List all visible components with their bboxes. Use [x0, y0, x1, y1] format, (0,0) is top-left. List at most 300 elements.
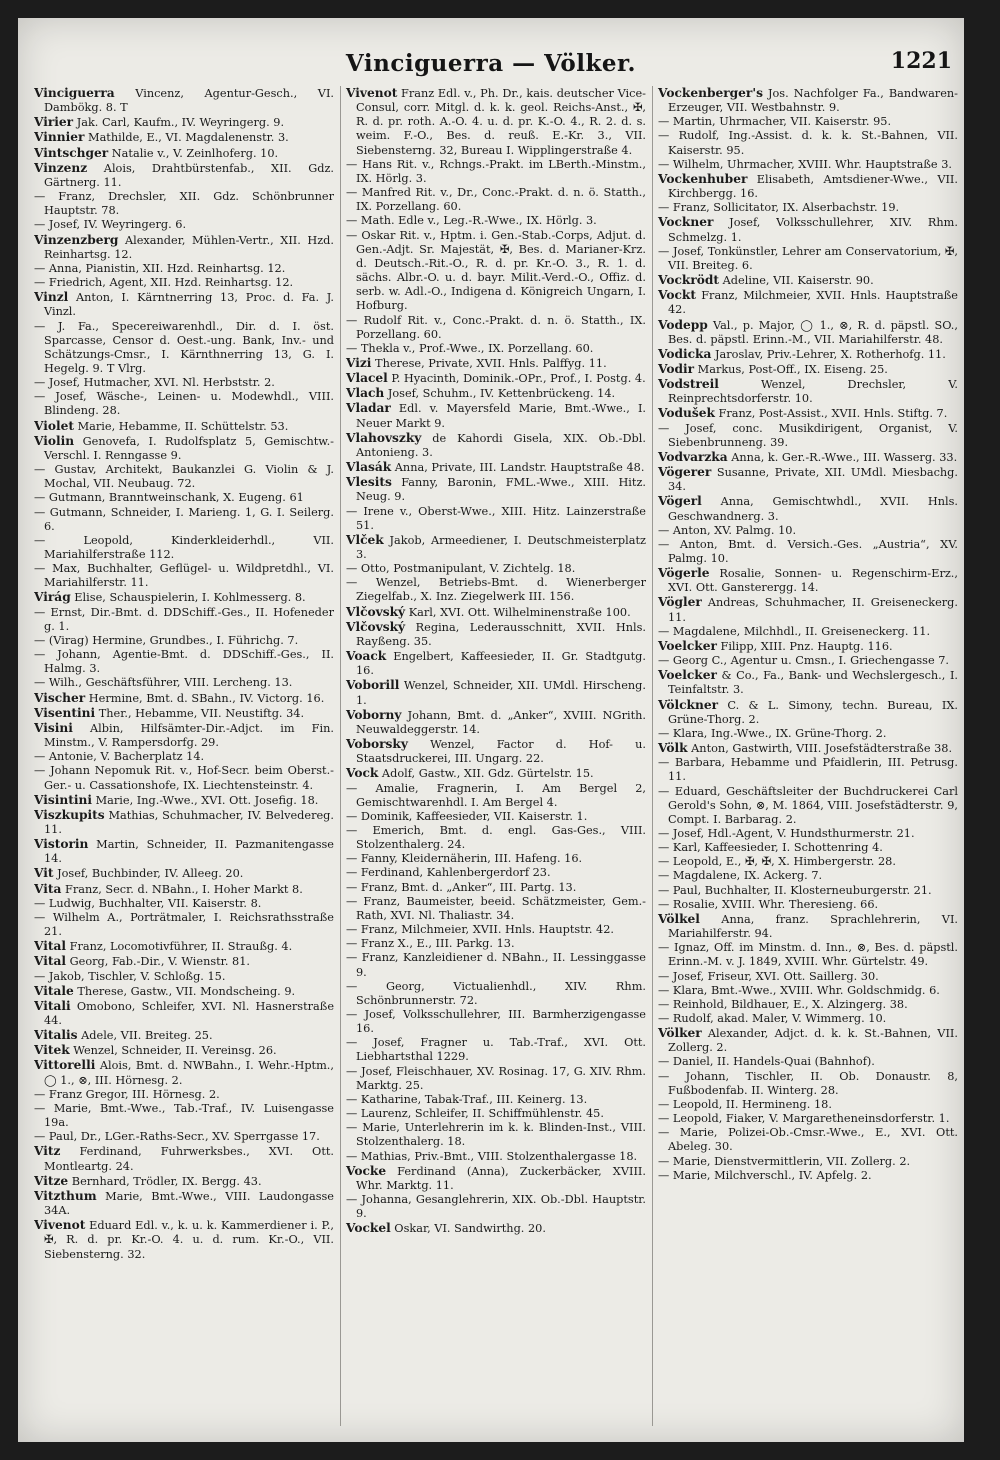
directory-entry: [658, 524, 958, 538]
entry-details: — Marie, Unterlehrerin im k. k. Blinden-Inst., VIII. Stolzenthalerg. 18.: [346, 1121, 646, 1149]
entry-surname: Vockner: [658, 215, 714, 230]
entry-details: Elisabeth, Amtsdiener-Wwe., VII. Kirchbergg. 16.: [668, 172, 958, 201]
entry-details: Adolf, Gastw., XII. Gdz. Gürtelstr. 15.: [378, 767, 594, 781]
entry-surname: Vodicka: [658, 346, 712, 361]
directory-entry: [346, 186, 646, 214]
entry-details: — Ludwig, Buchhalter, VII. Kaiserstr. 8.: [34, 896, 262, 910]
directory-entry: [346, 824, 646, 852]
entry-details: — Rudolf, Ing.-Assist. d. k. k. St.-Bahnen, VII. Kaiserstr. 95.: [658, 129, 958, 157]
directory-entry: [658, 465, 958, 494]
entry-details: — Mathias, Priv.-Bmt., VIII. Stolzenthalergasse 18.: [346, 1149, 638, 1163]
entry-details: Val., p. Major, ◯ 1., ⊗, R. d. päpstl. SO., Bes. d. päpstl. Erinn.-M., VII. Mariahilferstr. 48.: [668, 318, 958, 346]
entry-surname: Voborny: [346, 707, 402, 722]
directory-entry: [346, 229, 646, 314]
entry-details: Ferdinand (Anna), Zuckerbäcker, XVIII. Whr. Marktg. 11.: [356, 1164, 646, 1192]
directory-entry: [34, 866, 334, 881]
entry-details: Mathias, Schuhmacher, IV. Belvedereg. 11.: [44, 808, 334, 836]
entry-details: — (Virag) Hermine, Grundbes., I. Führichg. 7.: [34, 633, 299, 647]
entry-surname: Vladar: [346, 401, 391, 416]
directory-entry: [34, 808, 334, 837]
directory-entry: [34, 648, 334, 676]
entry-details: Vincenz, Agentur-Gesch., VI. Dambökg. 8. T: [44, 87, 334, 115]
entry-details: — Klara, Bmt.-Wwe., XVIII. Whr. Goldschmidg. 6.: [658, 983, 940, 997]
directory-entry: [34, 984, 334, 999]
entry-surname: Vintschger: [34, 145, 109, 160]
entry-details: — Magdalene, Milchhdl., II. Greiseneckerg. 11.: [658, 624, 931, 638]
directory-entry: [34, 290, 334, 319]
directory-entry: [34, 999, 334, 1028]
entry-details: Jos. Nachfolger Fa., Bandwaren-Erzeuger, VII. Westbahnstr. 9.: [668, 87, 958, 115]
directory-entry: [34, 721, 334, 750]
directory-entry: [346, 1193, 646, 1221]
directory-entry: [658, 215, 958, 244]
entry-details: — Max, Buchhalter, Geflügel- u. Wildpretdhl., VI. Mariahilferstr. 11.: [34, 562, 334, 590]
directory-entry: [34, 1144, 334, 1173]
entry-details: Therese, Gastw., VII. Mondscheing. 9.: [73, 984, 296, 998]
entry-details: — Rosalie, XVIII. Whr. Theresieng. 66.: [658, 897, 879, 911]
entry-details: — Georg, Victualienhdl., XIV. Rhm. Schönbrunnerstr. 72.: [346, 979, 646, 1007]
page-header: [18, 44, 964, 84]
directory-entry: [346, 881, 646, 895]
entry-details: — Franz X., E., III. Parkg. 13.: [346, 937, 515, 951]
directory-entry: [34, 606, 334, 634]
entry-details: — Antonie, V. Bacherplatz 14.: [34, 750, 205, 764]
directory-entry: [346, 314, 646, 342]
entry-details: — Leopold, E., ✠, ✠, X. Himbergerstr. 28.: [658, 855, 896, 869]
entry-details: — Eduard, Geschäftsleiter der Buchdruckerei Carl Gerold's Sohn, ⊗, M. 1864, VIII. Josefstädterstr. 9, Compt. I. Barbarag. 2.: [658, 784, 958, 826]
entry-details: — Magdalene, IX. Ackerg. 7.: [658, 869, 823, 883]
directory-page: [18, 18, 964, 1442]
directory-entry: [658, 898, 958, 912]
entry-details: — Leopold, Fiaker, V. Margaretheneinsdorferstr. 1.: [658, 1112, 950, 1126]
entry-details: Albin, Hilfsämter-Dir.-Adjct. im Fin. Minstm., V. Rampersdorfg. 29.: [44, 721, 334, 750]
entry-details: — Wilh., Geschäftsführer, VIII. Lercheng. 13.: [34, 676, 293, 690]
directory-entry: [658, 86, 958, 115]
entry-details: — Rudolf, akad. Maler, V. Wimmerg. 10.: [658, 1012, 887, 1025]
entry-details: — Wenzel, Betriebs-Bmt. d. Wienerberger Ziegelfab., X. Inz. Ziegelwerk III. 156.: [346, 576, 646, 604]
entry-details: — Daniel, II. Handels-Quai (Bahnhof).: [658, 1055, 875, 1069]
entry-surname: Vivenot: [34, 1218, 86, 1233]
entry-details: Natalie v., V. Zeinlhoferg. 10.: [108, 146, 279, 160]
entry-details: — Marie, Bmt.-Wwe., Tab.-Traf., IV. Luisengasse 19a.: [34, 1101, 334, 1130]
entry-surname: Vital: [34, 954, 67, 969]
directory-entry: [34, 390, 334, 418]
entry-surname: Virier: [34, 115, 74, 130]
directory-entry: [346, 86, 646, 158]
directory-entry: [658, 422, 958, 450]
entry-surname: Vinzenzberg: [34, 232, 119, 247]
directory-entry: [658, 318, 958, 347]
entry-details: Andreas, Schuhmacher, II. Greiseneckerg. 11.: [668, 596, 958, 624]
directory-entry: [658, 984, 958, 998]
entry-details: — Hans Rit. v., Rchngs.-Prakt. im LBerth.-Minstm., IX. Hörlg. 3.: [346, 157, 646, 185]
directory-entry: [34, 161, 334, 190]
directory-entry: [34, 1189, 334, 1218]
column-2: [340, 86, 646, 1426]
directory-entry: [34, 262, 334, 276]
directory-entry: [658, 1126, 958, 1154]
directory-entry: [658, 970, 958, 984]
directory-entry: [658, 1155, 958, 1169]
entry-details: — Johann, Tischler, II. Ob. Donaustr. 8, Fußbodenfab. II. Winterg. 28.: [658, 1069, 958, 1097]
entry-details: C. & L. Simony, techn. Bureau, IX. Grüne-Thorg. 2.: [668, 698, 958, 726]
entry-surname: Vit: [34, 866, 54, 881]
directory-entry: [658, 566, 958, 595]
entry-details: — Johann Nepomuk Rit. v., Hof-Secr. beim Oberst.-Ger.- u. Cassationshofe, IX. Liechtensteinstr. 4.: [34, 764, 334, 792]
entry-details: Josef, Buchbinder, IV. Alleeg. 20.: [53, 867, 244, 881]
entry-surname: Vockrödt: [658, 273, 720, 288]
directory-entry: [658, 288, 958, 317]
entry-details: — Josef, Hutmacher, XVI. Nl. Herbststr. 2.: [34, 376, 275, 390]
entry-details: — Math. Edle v., Leg.-R.-Wwe., IX. Hörlg. 3.: [346, 214, 597, 228]
entry-details: Oskar, VI. Sandwirthg. 20.: [390, 1222, 546, 1236]
entry-details: Bernhard, Trödler, IX. Bergg. 43.: [68, 1174, 262, 1188]
directory-entry: [658, 654, 958, 668]
entry-details: Mathilde, E., VI. Magdalenenstr. 3.: [84, 131, 289, 145]
entry-surname: Viszkupits: [34, 807, 105, 822]
entry-details: Franz, Milchmeier, XVII. Hnls. Hauptstraße 42.: [668, 289, 958, 317]
entry-surname: Vocke: [346, 1163, 387, 1178]
directory-entry: [34, 897, 334, 911]
entry-details: — Manfred Rit. v., Dr., Conc.-Prakt. d. n. ö. Statth., IX. Porzellang. 60.: [346, 186, 646, 214]
entry-surname: Vögler: [658, 595, 702, 610]
entry-details: Anna, Private, III. Landstr. Hauptstraße 48.: [391, 461, 645, 475]
directory-entry: [658, 347, 958, 362]
entry-details: Genovefa, I. Rudolfsplatz 5, Gemischtw.-Verschl. I. Renngasse 9.: [44, 434, 334, 462]
entry-surname: Vistorin: [34, 837, 89, 852]
directory-entry: [346, 214, 646, 228]
entry-details: Josef, Schuhm., IV. Kettenbrückeng. 14.: [384, 387, 616, 401]
directory-entry: [346, 605, 646, 620]
directory-entry: [658, 1055, 958, 1069]
entry-details: Filipp, XIII. Pnz. Hauptg. 116.: [716, 639, 893, 653]
entry-surname: Vitze: [34, 1173, 69, 1188]
entry-details: Regina, Lederausschnitt, XVII. Hnls. Rayßeng. 35.: [356, 620, 646, 648]
directory-entry: [658, 201, 958, 215]
directory-entry: [658, 115, 958, 129]
entry-surname: Voborsky: [346, 737, 408, 752]
entry-details: — Wilhelm, Uhrmacher, XVIII. Whr. Hauptstraße 3.: [658, 157, 952, 171]
entry-details: — Fanny, Kleidernäherin, III. Hafeng. 16.: [346, 852, 583, 866]
entry-details: Anton, Gastwirth, VIII. Josefstädterstraße 38.: [687, 742, 953, 756]
directory-entry: [658, 884, 958, 898]
entry-details: Alois, Bmt. d. NWBahn., I. Wehr.-Hptm., ◯ 1., ⊗, III. Hörnesg. 2.: [44, 1059, 334, 1087]
directory-entry: [346, 533, 646, 562]
directory-entry: [346, 1008, 646, 1036]
entry-surname: Vockt: [658, 288, 696, 303]
entry-details: Elise, Schauspielerin, I. Kohlmesserg. 8.: [70, 591, 306, 605]
entry-surname: Vinzenz: [34, 160, 88, 175]
entry-surname: Voborill: [346, 678, 400, 693]
directory-entry: [346, 562, 646, 576]
entry-details: — Marie, Polizei-Ob.-Cmsr.-Wwe., E., XVI. Ott. Abeleg. 30.: [658, 1126, 958, 1154]
entry-surname: Vizi: [346, 355, 372, 370]
directory-entry: [34, 882, 334, 897]
directory-entry: [658, 494, 958, 523]
directory-entry: [34, 590, 334, 605]
directory-entry: [34, 320, 334, 377]
entry-surname: Vitalis: [34, 1028, 78, 1043]
directory-entry: [346, 1107, 646, 1121]
directory-entry: [346, 766, 646, 781]
entry-surname: Vitale: [34, 983, 74, 998]
directory-entry: [346, 1221, 646, 1236]
entry-details: — Reinhold, Bildhauer, E., X. Alzingerg. 38.: [658, 997, 908, 1011]
entry-details: — Leopold, Kinderkleiderhdl., VII. Mariahilferstraße 112.: [34, 533, 334, 561]
entry-details: — Franz, Baumeister, beeid. Schätzmeister, Gem.-Rath, XVI. Nl. Thaliastr. 34.: [346, 894, 646, 922]
directory-entry: [658, 538, 958, 566]
entry-details: — Gutmann, Branntweinschank, X. Eugeng. 61: [34, 491, 304, 505]
entry-surname: Violin: [34, 433, 75, 448]
directory-entry: [34, 764, 334, 792]
entry-surname: Vlesits: [346, 475, 392, 490]
entry-details: — Katharine, Tabak-Traf., III. Keinerg. 13.: [346, 1092, 588, 1106]
directory-entry: [346, 678, 646, 707]
directory-entry: [346, 371, 646, 386]
entry-details: Anton, I. Kärntnerring 13, Proc. d. Fa. J. Vinzl.: [44, 291, 334, 319]
entry-surname: Völk: [658, 741, 688, 756]
entry-details: P. Hyacinth, Dominik.-OPr., Prof., I. Postg. 4.: [387, 372, 646, 386]
entry-details: — Georg C., Agentur u. Cmsn., I. Griechengasse 7.: [658, 654, 949, 668]
directory-entry: [34, 954, 334, 969]
entry-details: — Jakob, Tischler, V. Schloßg. 15.: [34, 969, 226, 983]
entry-details: — Oskar Rit. v., Hptm. i. Gen.-Stab.-Corps, Adjut. d. Gen.-Adjt. Sr. Majestät, ✠, Bes. d. Marianer-Krz. d. Deutsch.-Rit.-O., R. d. pr. Kr.-O. 3., R. 1. d. sächs. Albr.-O. u. d. bayr. Milit.-Verd.-O., Offiz. d. serb. w. Adl.-O., Indigena d. Königreich Ungarn, I. Hofburg.: [346, 228, 646, 313]
entry-details: — Irene v., Oberst-Wwe., XIII. Hitz. Lainzerstraße 51.: [346, 504, 646, 532]
entry-details: — Anton, XV. Palmg. 10.: [658, 523, 797, 537]
directory-entry: [658, 158, 958, 172]
entry-surname: Vögerl: [658, 494, 702, 509]
entry-surname: Vivenot: [346, 86, 398, 100]
entry-details: Eduard Edl. v., k. u. k. Kammerdiener i. P., ✠, R. d. pr. Kr.-O. 4. u. d. rum. Kr.-O., VII. Siebensterng. 32.: [44, 1219, 334, 1261]
directory-entry: [346, 782, 646, 810]
entry-surname: Vitzthum: [34, 1188, 97, 1203]
entry-surname: Vockenberger's: [658, 86, 763, 100]
entry-details: Omobono, Schleifer, XVI. Nl. Hasnerstraße 44.: [44, 999, 334, 1027]
entry-details: Ther., Hebamme, VII. Neustiftg. 34.: [95, 706, 305, 720]
directory-entry: [658, 1112, 958, 1126]
entry-details: Edl. v. Mayersfeld Marie, Bmt.-Wwe., I. Neuer Markt 9.: [356, 402, 646, 430]
directory-entry: [658, 450, 958, 465]
entry-details: & Co., Fa., Bank- und Wechslergesch., I. Teinfaltstr. 3.: [668, 669, 958, 697]
directory-entry: [34, 1058, 334, 1087]
entry-details: Anna, franz. Sprachlehrerin, VI. Mariahilferstr. 94.: [668, 912, 958, 941]
directory-entry: [658, 245, 958, 273]
entry-surname: Vodepp: [658, 317, 708, 332]
entry-details: — J. Fa., Specereiwarenhdl., Dir. d. I. öst. Sparcasse, Censor d. Oest.-ung. Bank, Inv.- und Schätzungs-Cmsr., I. Kärnthnerring 13, G. I. Hegelg. 9. T Vlrg.: [34, 319, 334, 375]
entry-details: Johann, Bmt. d. „Anker“, XVIII. NGrith. Neuwaldeggerstr. 14.: [356, 708, 646, 736]
entry-details: — Anton, Bmt. d. Versich.-Ges. „Austria“, XV. Palmg. 10.: [658, 537, 958, 565]
directory-entry: [658, 129, 958, 157]
entry-details: — Marie, Dienstvermittlerin, VII. Zollerg. 2.: [658, 1154, 911, 1168]
entry-details: — Josef, Friseur, XVI. Ott. Saillerg. 30.: [658, 969, 879, 983]
directory-entry: [34, 491, 334, 505]
entry-details: — Martin, Uhrmacher, VII. Kaiserstr. 95.: [658, 115, 892, 129]
column-1: [34, 86, 334, 1426]
directory-entry: [34, 911, 334, 939]
directory-entry: [346, 1121, 646, 1149]
directory-entry: [658, 1026, 958, 1055]
entry-surname: Vital: [34, 939, 67, 954]
directory-entry: [346, 576, 646, 604]
entry-surname: Violet: [34, 418, 75, 433]
directory-entry: [658, 912, 958, 941]
entry-surname: Vlacel: [346, 371, 388, 386]
entry-surname: Vlach: [346, 386, 385, 401]
entry-details: Alois, Drahtbürstenfab., XII. Gdz. Gärtnerg. 11.: [44, 161, 334, 189]
directory-entry: [658, 741, 958, 756]
directory-entry: [658, 668, 958, 697]
directory-entry: [346, 505, 646, 533]
entry-details: Wenzel, Schneider, II. Vereinsg. 26.: [69, 1044, 277, 1058]
directory-entry: [658, 172, 958, 201]
directory-entry: [34, 1174, 334, 1189]
directory-entry: [346, 649, 646, 678]
entry-details: de Kahordi Gisela, XIX. Ob.-Dbl. Antonieng. 3.: [356, 431, 646, 459]
entry-surname: Vlčovský: [346, 619, 406, 634]
entry-details: Josef, Volksschullehrer, XIV. Rhm. Schmelzg. 1.: [668, 216, 958, 244]
directory-entry: [658, 1098, 958, 1112]
directory-entry: [346, 431, 646, 460]
entry-details: — Anna, Pianistin, XII. Hzd. Reinhartsg. 12.: [34, 261, 286, 275]
entry-details: Franz, Post-Assist., XVII. Hnls. Stiftg. 7.: [714, 407, 948, 421]
directory-entry: [658, 406, 958, 421]
entry-surname: Vlahovszky: [346, 430, 422, 445]
entry-details: — Josef, Fleischhauer, XV. Rosinag. 17, G. XIV. Rhm. Marktg. 25.: [346, 1064, 646, 1092]
entry-details: — Laurenz, Schleifer, II. Schiffmühlenstr. 45.: [346, 1107, 604, 1121]
entry-details: — Ignaz, Off. im Minstm. d. Inn., ⊗, Bes. d. päpstl. Erinn.-M. v. J. 1849, XVIII. Whr. Gürtelstr. 49.: [658, 941, 958, 969]
entry-surname: Virág: [34, 590, 71, 605]
entry-details: Marie, Hebamme, II. Schüttelstr. 53.: [74, 419, 289, 433]
directory-entry: [658, 1169, 958, 1183]
directory-columns: [34, 86, 958, 1426]
directory-entry: [346, 866, 646, 880]
entry-details: Fanny, Baronin, FML.-Wwe., XIII. Hitz. Neug. 9.: [356, 476, 646, 504]
entry-details: — Emerich, Bmt. d. engl. Gas-Ges., VIII. Stolzenthalerg. 24.: [346, 823, 646, 852]
entry-details: — Josef, Fragner u. Tab.-Traf., XVI. Ott. Liebhartsthal 1229.: [346, 1036, 646, 1064]
directory-entry: [346, 1164, 646, 1193]
entry-details: Karl, XVI. Ott. Wilhelminenstraße 100.: [405, 605, 631, 619]
directory-entry: [346, 1036, 646, 1064]
directory-entry: [658, 727, 958, 741]
entry-surname: Visini: [34, 720, 73, 735]
entry-details: — Josef, Wäsche-, Leinen- u. Modewhdl., VIII. Blindeng. 28.: [34, 390, 334, 418]
directory-entry: [346, 1150, 646, 1164]
entry-surname: Vockenhuber: [658, 171, 748, 186]
entry-details: Wenzel, Factor d. Hof- u. Staatsdruckerei, III. Ungarg. 22.: [356, 738, 646, 766]
directory-entry: [658, 377, 958, 406]
entry-surname: Vögerer: [658, 465, 712, 480]
directory-entry: [346, 737, 646, 766]
directory-entry: [34, 534, 334, 562]
directory-entry: [658, 869, 958, 883]
entry-details: Markus, Post-Off., IX. Eiseng. 25.: [694, 362, 888, 376]
entry-details: — Josef, conc. Musikdirigent, Organist, V. Siebenbrunneng. 39.: [658, 421, 958, 449]
entry-surname: Visentini: [34, 705, 96, 720]
entry-details: — Franz, Sollicitator, IX. Alserbachstr. 19.: [658, 201, 900, 215]
entry-details: — Rudolf Rit. v., Conc.-Prakt. d. n. ö. Statth., IX. Porzellang. 60.: [346, 313, 646, 341]
directory-entry: [658, 855, 958, 869]
directory-entry: [34, 1028, 334, 1043]
directory-entry: [34, 276, 334, 290]
directory-entry: [346, 980, 646, 1008]
entry-details: — Franz, Milchmeier, XVII. Hnls. Hauptstr. 42.: [346, 923, 615, 937]
directory-entry: [658, 273, 958, 288]
directory-entry: [346, 386, 646, 401]
directory-entry: [34, 218, 334, 232]
entry-surname: Vita: [34, 881, 62, 896]
entry-details: — Klara, Ing.-Wwe., IX. Grüne-Thorg. 2.: [658, 726, 887, 740]
directory-entry: [658, 785, 958, 827]
entry-details: — Friedrich, Agent, XII. Hzd. Reinhartsg. 12.: [34, 276, 294, 290]
entry-details: — Gutmann, Schneider, I. Marieng. 1, G. I. Seilerg. 6.: [34, 505, 334, 533]
entry-details: Georg, Fab.-Dir., V. Wienstr. 81.: [66, 955, 250, 969]
entry-details: Martin, Schneider, II. Pazmanitengasse 14.: [44, 838, 334, 866]
directory-entry: [34, 130, 334, 145]
directory-entry: [346, 342, 646, 356]
entry-surname: Voelcker: [658, 638, 717, 653]
entry-details: Anna, k. Ger.-R.-Wwe., III. Wasserg. 33.: [727, 450, 958, 464]
directory-entry: [658, 1012, 958, 1026]
entry-details: Franz, Locomotivführer, II. Straußg. 4.: [66, 940, 293, 954]
directory-entry: [34, 419, 334, 434]
entry-details: — Thekla v., Prof.-Wwe., IX. Porzellang. 60.: [346, 341, 594, 355]
directory-entry: [346, 810, 646, 824]
directory-entry: [658, 639, 958, 654]
entry-surname: Völckner: [658, 697, 718, 712]
directory-entry: [658, 827, 958, 841]
entry-details: Alexander, Adjct. d. k. k. St.-Bahnen, VII. Zollerg. 2.: [668, 1027, 958, 1055]
entry-details: Susanne, Private, XII. UMdl. Miesbachg. 34.: [668, 466, 958, 494]
entry-details: — Ernst, Dir.-Bmt. d. DDSchiff.-Ges., II. Hofeneder g. 1.: [34, 605, 334, 633]
directory-entry: [346, 951, 646, 979]
entry-details: — Franz, Drechsler, XII. Gdz. Schönbrunner Hauptstr. 78.: [34, 190, 334, 218]
directory-entry: [346, 356, 646, 371]
directory-entry: [34, 706, 334, 721]
directory-entry: [658, 1070, 958, 1098]
entry-details: — Karl, Kaffeesieder, I. Schottenring 4.: [658, 841, 883, 855]
entry-surname: Vodvarzka: [658, 449, 728, 464]
entry-details: — Paul, Buchhalter, II. Klosterneuburgerstr. 21.: [658, 883, 932, 897]
entry-details: — Josef, Tonkünstler, Lehrer am Conservatorium, ✠, VII. Breiteg. 6.: [658, 244, 958, 272]
entry-details: — Franz, Kanzleidiener d. NBahn., II. Lessinggasse 9.: [346, 951, 646, 979]
directory-entry: [658, 698, 958, 727]
directory-entry: [34, 837, 334, 866]
entry-details: — Otto, Postmanipulant, V. Zichtelg. 18.: [346, 562, 576, 576]
entry-surname: Vlček: [346, 532, 384, 547]
directory-entry: [34, 676, 334, 690]
entry-details: — Josef, Volksschullehrer, III. Barmherzigengasse 16.: [346, 1008, 646, 1036]
entry-details: — Barbara, Hebamme und Pfaidlerin, III. Petrusg. 11.: [658, 756, 958, 784]
entry-details: — Josef, IV. Weyringerg. 6.: [34, 218, 187, 232]
entry-details: — Johann, Agentie-Bmt. d. DDSchiff.-Ges., II. Halmg. 3.: [34, 648, 334, 676]
directory-entry: [658, 625, 958, 639]
entry-details: Engelbert, Kaffeesieder, II. Gr. Stadtgutg. 16.: [356, 650, 646, 678]
directory-entry: [34, 376, 334, 390]
directory-entry: [346, 475, 646, 504]
directory-entry: [34, 750, 334, 764]
directory-entry: [34, 115, 334, 130]
directory-entry: [34, 970, 334, 984]
entry-surname: Vodir: [658, 361, 695, 376]
directory-entry: [658, 998, 958, 1012]
directory-entry: [34, 634, 334, 648]
directory-entry: [34, 1088, 334, 1102]
directory-entry: [34, 434, 334, 463]
entry-details: Marie, Bmt.-Wwe., VIII. Laudongasse 34A.: [44, 1189, 334, 1218]
entry-surname: Voelcker: [658, 668, 717, 683]
directory-entry: [346, 1093, 646, 1107]
entry-details: Marie, Ing.-Wwe., XVI. Ott. Josefig. 18.: [91, 793, 319, 807]
